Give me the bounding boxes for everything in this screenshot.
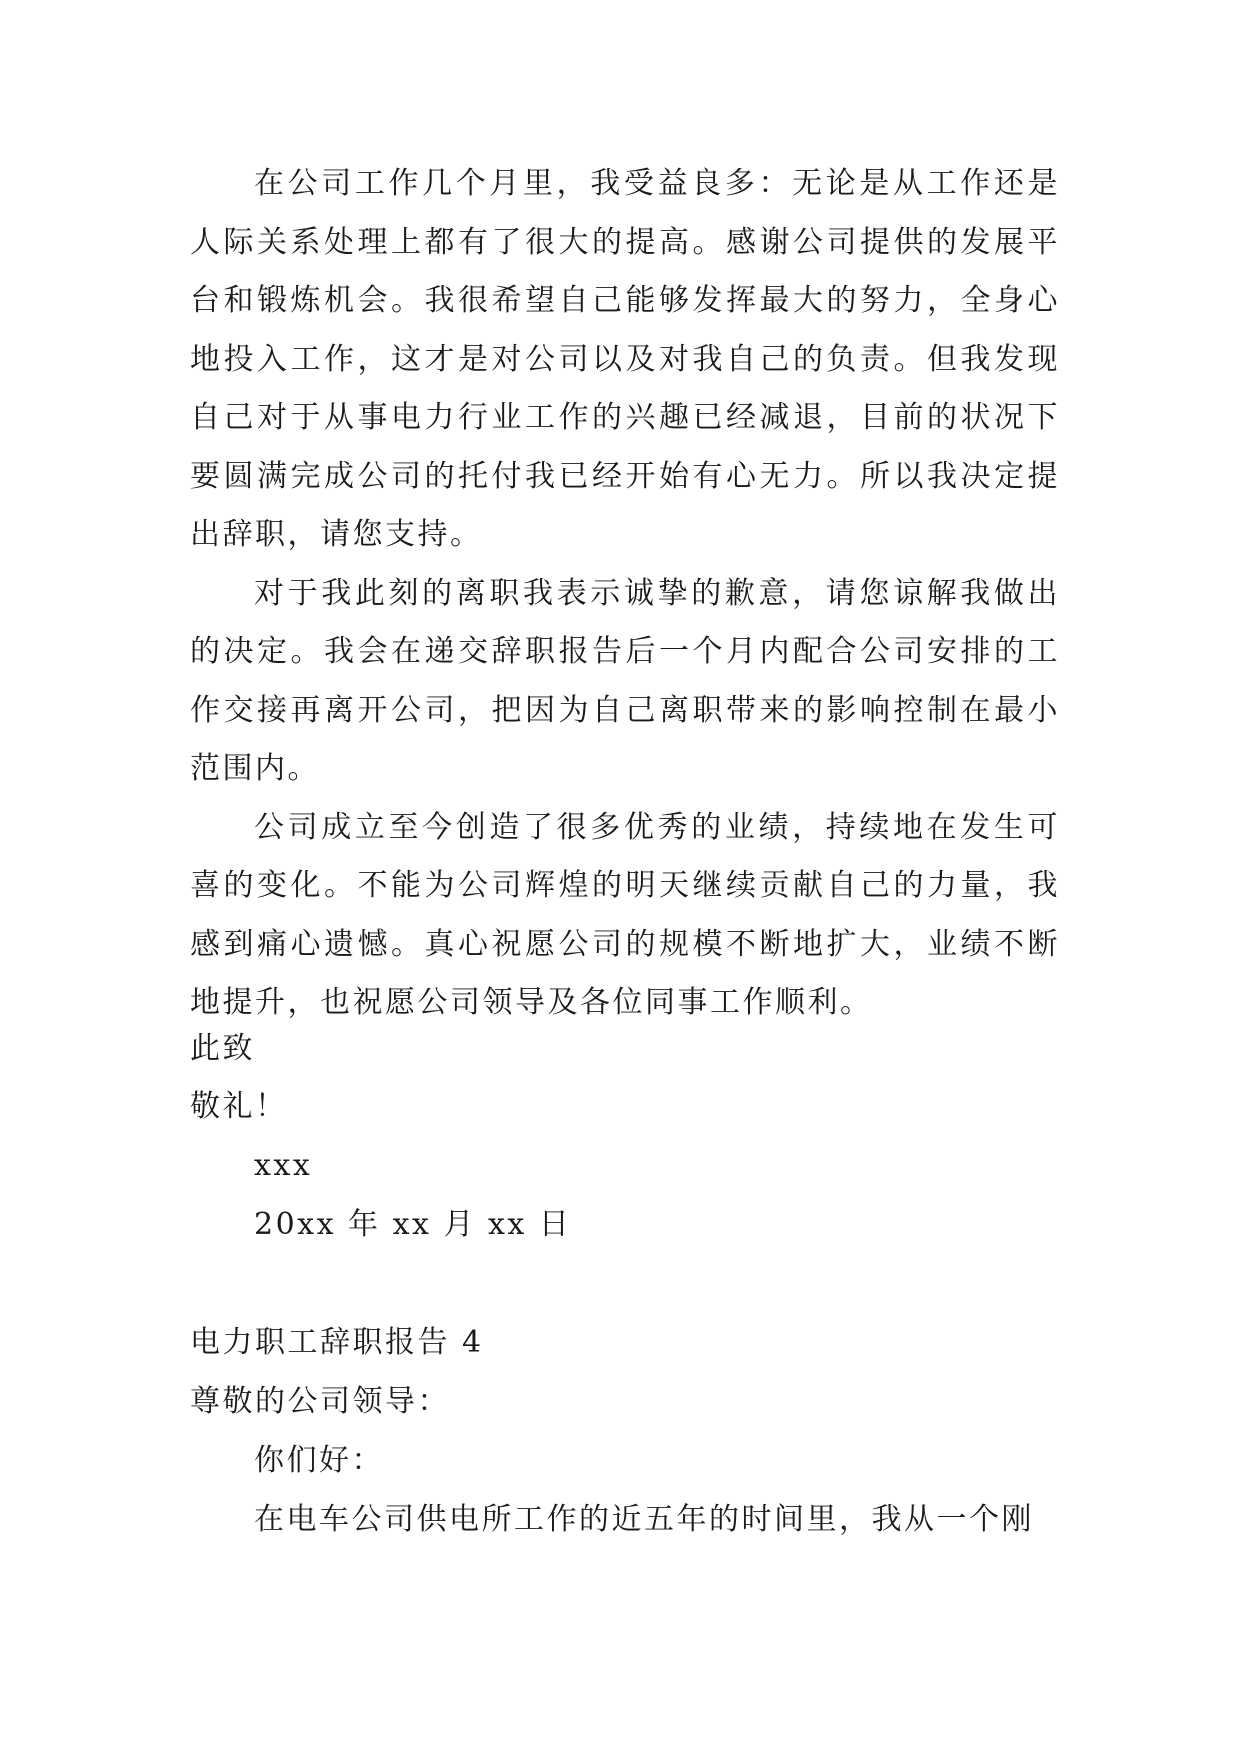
closing-regards: 敬礼！ <box>190 1089 288 1124</box>
paragraph-2: 对于我此刻的离职我表示诚挚的歉意，请您谅解我做出的决定。我会在递交辞职报告后一个月内配合公司安排的工作交接再离开公司，把因为自己离职带来的影响控制在最小范围内。 <box>190 575 1060 786</box>
signature-date: 20xx 年 xx 月 xx 日 <box>254 1207 572 1242</box>
paragraph-1: 在公司工作几个月里，我受益良多：无论是从工作还是人际关系处理上都有了很大的提高。感谢公司提供的发展平台和锻炼机会。我很希望自己能够发挥最大的努力，全身心地投入工作，这才是对公司以及对我自己的负责。但我发现自己对于从事电力行业工作的兴趣已经减退，目前的状况下要圆满完成公司的托付我已经开始有心无力。所以我决定提出辞职，请您支持。 <box>190 166 1060 552</box>
paragraph-3: 公司成立至今创造了很多优秀的业绩，持续地在发生可喜的变化。不能为公司辉煌的明天继续贡献自己的力量，我感到痛心遗憾。真心祝愿公司的规模不断地扩大，业绩不断地提升，也祝愿公司领导及各位同事工作顺利。 <box>190 809 1060 1020</box>
signature-name: xxx <box>254 1148 313 1183</box>
body-first-line: 在电车公司供电所工作的近五年的时间里，我从一个刚 <box>254 1502 1034 1537</box>
greeting: 你们好： <box>254 1443 384 1478</box>
section-title: 电力职工辞职报告 4 <box>190 1325 484 1360</box>
salutation: 尊敬的公司领导： <box>190 1384 450 1419</box>
closing-salutation: 此致 <box>190 1031 255 1066</box>
letter-body <box>190 155 1060 1033</box>
